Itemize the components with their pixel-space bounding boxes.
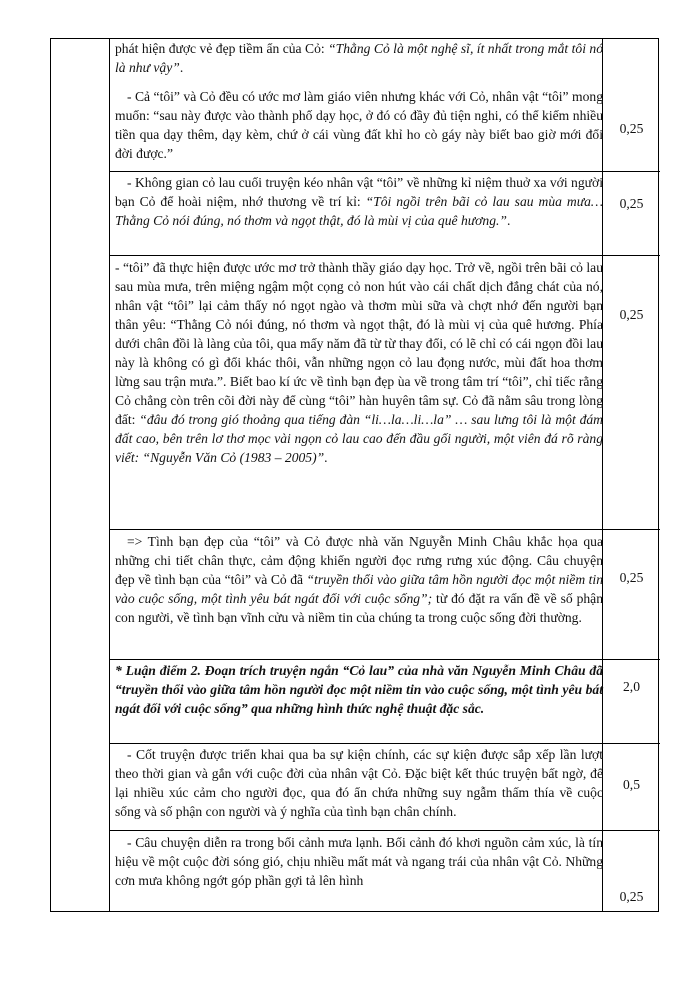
answer-table xyxy=(50,38,659,912)
score-cell: 0,25 xyxy=(619,121,644,136)
score-cell: 0,25 xyxy=(619,889,644,904)
row-divider xyxy=(109,529,660,530)
row-text: phát hiện được vẻ đẹp tiềm ẩn của Cỏ: “Thằng Cỏ là một nghệ sĩ, ít nhất trong mắt tôi nó là như vậy”. xyxy=(115,41,604,75)
row-text: - Câu chuyện diễn ra trong bối cảnh mưa lạnh. Bối cảnh đó khơi nguồn cảm xúc, là tín hiệu về một cuộc đời sóng gió, chịu nhiều mất mát và ngang trái của nhân vật Cỏ. Những cơn mưa không ngớt góp phần gợi tả lên hình xyxy=(115,835,603,888)
score-cell: 0,5 xyxy=(623,777,640,792)
column-divider xyxy=(109,39,110,911)
row-text: - Cả “tôi” và Cỏ đều có ước mơ làm giáo viên nhưng khác với Cỏ, nhân vật “tôi” mong muốn: “sau này được vào thành phố dạy học, ở đó có đầy đủ tiện nghi, có thể kiếm nhiều tiền qua dạy thêm, dạy kèm, chứ ở cái vùng đất khỉ ho cò gáy này biết bao giờ mới đổi đời được.” xyxy=(115,89,603,161)
row-divider xyxy=(109,659,660,660)
row-text: * Luận điểm 2. Đoạn trích truyện ngắn “Cỏ lau” của nhà văn Nguyễn Minh Châu đã “truyền thổi vào giữa tâm hồn người đọc một niềm tin vào cuộc sống, một tình yêu bát ngát đối với cuộc sống” qua những hình thức nghệ thuật đặc sắc. xyxy=(115,663,603,716)
row-divider xyxy=(109,743,660,744)
row-text: - “tôi” đã thực hiện được ước mơ trở thành thầy giáo dạy học. Trở về, ngồi trên bãi cỏ lau sau mùa mưa, trên miệng ngậm một cọng cỏ non hút vào cái chất dịch đắng chát của nó, nhân vật “tôi” lại cảm thấy nó ngọt ngào và thơm mùi sữa và chợt nhớ đến người bạn thân yêu: “Thằng Cỏ nói đúng, nó thơm và ngọt thật, đó là mùi vị của quê hương. Phía dưới chân đồi là làng của tôi, qua mấy năm đã từ từ thay đổi, có lẽ chỉ có cái ngọn đồi lau này là không có gì đổi khác thôi, vẫn những ngọn cỏ lau đọng nước, mùi đất hoa thơm lừng sau trận mưa.”. Biết bao kí ức về tình bạn đẹp ùa về trong tâm trí “tôi”, chỉ tiếc rằng Cỏ chẳng còn trên cõi đời này để cùng “tôi” hàn huyên tâm sự. Cỏ đã nằm sâu trong lòng đất: “đâu đó trong gió thoảng qua tiếng đàn “li…la…li…la” … sau lưng tôi là một đám đất cao, bên trên lơ thơ mọc vài ngọn cỏ lau cao đến đầu gối người, một viên đá rõ ràng viết: “Nguyễn Văn Cỏ (1983 – 2005)”. xyxy=(115,260,603,465)
row-text: - Không gian cỏ lau cuối truyện kéo nhân vật “tôi” về những kỉ niệm thuở xa với người bạn Cỏ để hoài niệm, nhớ thương về trí kỉ: “Tôi ngồi trên bãi cỏ lau sau mùa mưa… Thằng Cỏ nói đúng, nó thơm và ngọt thật, đó là mùi vị của quê hương.”. xyxy=(115,175,603,228)
score-cell: 0,25 xyxy=(619,307,644,322)
score-cell: 0,25 xyxy=(619,196,644,211)
row-text: => Tình bạn đẹp của “tôi” và Cỏ được nhà văn Nguyễn Minh Châu khắc họa qua những chi tiết chân thực, cảm động khiến người đọc rưng rưng xúc động. Câu chuyện đẹp về tình bạn của “tôi” và Cỏ đã “truyền thổi vào giữa tâm hồn người đọc một niềm tin vào cuộc sống, một tình yêu bát ngát đối với cuộc sống”; từ đó đặt ra vấn đề về số phận con người, về tình bạn vĩnh cửu và niềm tin của chúng ta trong cuộc sống đời thường. xyxy=(115,534,604,625)
row-divider xyxy=(109,171,660,172)
row-divider xyxy=(109,830,660,831)
score-cell: 2,0 xyxy=(623,679,640,694)
score-cell: 0,25 xyxy=(619,570,644,585)
row-divider xyxy=(109,255,660,256)
row-text: - Cốt truyện được triển khai qua ba sự kiện chính, các sự kiện được sắp xếp lần lượt theo thời gian và gắn với cuộc đời của nhân vật Cỏ. Đặc biệt kết thúc truyện bất ngờ, để lại nhiều xúc cảm cho người đọc, qua đó ẩn chứa những suy ngẫm thấm thía về cuộc sống và số phận con người và ý nghĩa của tình bạn chân chính. xyxy=(115,747,603,819)
